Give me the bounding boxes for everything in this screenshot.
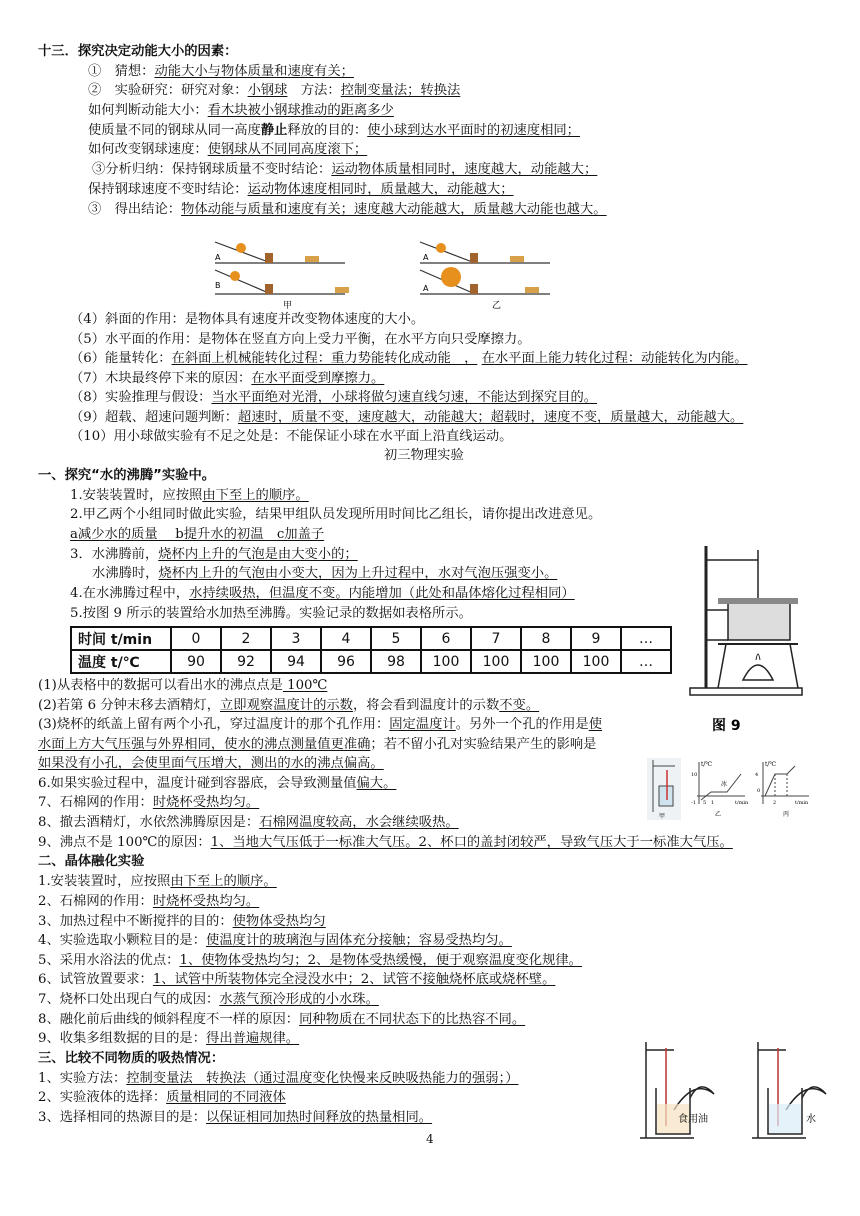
- s1-sub3: (3)烧杯的纸盖上留有两个小孔，穿过温度计的那个孔作用：固定温度计。另外一个孔的作用是使: [38, 717, 603, 732]
- section-13-title: 十三．探究决定动能大小的因素：: [38, 44, 238, 59]
- s13-p9: （9）超载、超速问题判断：超速时，质量不变，速度越大，动能越大；超载时，速度不变，质量越大，动能越大。: [70, 410, 744, 425]
- s13-line-4: 使质量不同的钢球从同一高度静止释放的目的：使小球到达水平面时的初速度相同；: [88, 123, 580, 138]
- s1-q3b: 水沸腾时，烧杯内上升的气泡由小变大，因为上升过程中，水对气泡压强变小。: [92, 566, 558, 581]
- s3-q2: 2、实验液体的选择：质量相同的不同液体: [38, 1090, 286, 1105]
- s13-p7: （7）木块最终停下来的原因：在水平面受到摩擦力。: [70, 371, 385, 386]
- fig-oil-label: 食用油: [678, 1114, 708, 1125]
- s13-p8: （8）实验推理与假设：当水平面绝对光滑，小球将做匀速直线匀速，不能达到探究目的。: [70, 390, 598, 405]
- s1-sub1: (1)从表格中的数据可以看出水的沸点点是 100℃: [38, 678, 328, 693]
- table-cell: …: [621, 627, 671, 650]
- section-3-title: 三、比较不同物质的吸热情况：: [38, 1051, 225, 1066]
- s1-q1: 1.安装装置时，应按照由下至上的顺序。: [70, 488, 309, 503]
- s1-q3: 3．水沸腾前，烧杯内上升的气泡是由大变小的；: [70, 547, 358, 562]
- table-row: [71, 650, 671, 673]
- table-cell: 100: [521, 650, 571, 673]
- fig-label-a-3: A: [423, 284, 429, 293]
- s2-q3: 3、加热过程中不断搅拌的目的：使物体受热均匀: [38, 914, 326, 929]
- table-cell: 100: [571, 650, 621, 673]
- s13-p5: （5）水平面的作用：是物体在竖直方向上受力平衡，在水平方向只受摩擦力。: [70, 332, 531, 347]
- small-fig-n2: 2: [773, 800, 777, 806]
- small-fig-n4: 4: [755, 772, 759, 778]
- table-cell: 0: [171, 627, 221, 650]
- s13-p4: （4）斜面的作用：是物体具有速度并改变物体速度的大小。: [70, 312, 425, 327]
- fig-label-jia: 甲: [283, 301, 293, 310]
- table-header-temp: 温度 t/℃: [71, 650, 171, 673]
- table-cell: 96: [321, 650, 371, 673]
- table-cell: 98: [371, 650, 421, 673]
- kinetic-energy-figure: [205, 236, 565, 310]
- table-cell: 100: [471, 650, 521, 673]
- fig-label-a-2: A: [423, 253, 429, 262]
- s1-q9: 9、沸点不是 100℃的原因：1、当地大气压低于一标准大气压。2、杯口的盖封闭较严，导致气压大于一标准大气压。: [38, 835, 733, 850]
- fig9-label: 图 9: [712, 718, 741, 734]
- s1-q6: 6.如果实验过程中，温度计碰到容器底，会导致测量值偏大。: [38, 776, 397, 791]
- s13-line-2: ② 实验研究：研究对象：小钢球 方法：控制变量法；转换法: [88, 83, 461, 98]
- s13-line-7: 保持钢球速度不变时结论：运动物体速度相同时，质量越大，动能越大；: [88, 182, 514, 197]
- s13-p6: （6）能量转化：在斜面上机械能转化过程：重力势能转化成动能 ， 在水平面上能力转化过程：动能转化为内能。: [70, 351, 748, 366]
- table-cell: 6: [421, 627, 471, 650]
- s2-q1: 1.安装装置时，应按照由下至上的顺序。: [38, 874, 277, 889]
- melting-graphs-figure: [645, 756, 815, 822]
- fig-water-label: 水: [806, 1114, 816, 1125]
- s2-q7: 7、烧杯口处出现白气的成因：水蒸气预冷形成的小水珠。: [38, 992, 379, 1007]
- s1-q7: 7、石棉网的作用：时烧杯受热均匀。: [38, 795, 260, 810]
- fig-label-yi: 乙: [492, 301, 502, 310]
- s1-sub3b: 水面上方大气压强与外界相同，使水的沸点测量值更准确；若不留小孔对实验结果产生的影响是: [38, 737, 597, 752]
- s2-q4: 4、实验选取小颗粒目的是：使温度计的玻璃泡与固体充分接触；容易受热均匀。: [38, 933, 512, 948]
- table-cell: 4: [321, 627, 371, 650]
- table-cell: 92: [221, 650, 271, 673]
- s13-line-6: ③分析归纳：保持钢球质量不变时结论：运动物体质量相同时，速度越大，动能越大；: [92, 162, 598, 177]
- s13-line-8: ③ 得出结论：物体动能与质量和速度有关；速度越大动能越大，质量越大动能也越大。: [88, 202, 607, 217]
- s13-line-5: 如何改变钢球速度：使钢球从不同同高度滚下；: [88, 142, 368, 157]
- table-cell: …: [621, 650, 671, 673]
- small-fig-n1: 1: [711, 800, 715, 806]
- s2-q9: 9、收集多组数据的目的是：得出普遍规律。: [38, 1031, 300, 1046]
- table-cell: 90: [171, 650, 221, 673]
- s2-q2: 2、石棉网的作用：时烧杯受热均匀。: [38, 894, 260, 909]
- fig-label-a: A: [215, 253, 221, 262]
- mid-title: 初三物理实验: [384, 448, 464, 463]
- table-cell: 100: [421, 650, 471, 673]
- boiling-apparatus-figure: [688, 540, 808, 740]
- table-cell: 94: [271, 650, 321, 673]
- small-fig-n-1: -1: [691, 800, 696, 806]
- boiling-data-table: [70, 626, 672, 674]
- small-fig-t1: t/℃: [701, 761, 713, 768]
- s1-q4: 4.在水沸腾过程中，水持续吸热，但温度不变。内能增加（此处和晶体熔化过程相同）: [70, 586, 575, 601]
- page-number: 4: [426, 1132, 434, 1146]
- s13-p10: （10）用小球做实验有不足之处是：不能保证小球在水平面上沿直线运动。: [70, 429, 513, 444]
- s2-q6: 6、试管放置要求：1、试管中所装物体完全浸没水中；2、试管不接触烧杯底或烧杯壁。: [38, 972, 556, 987]
- table-cell: 7: [471, 627, 521, 650]
- small-fig-n5: 5: [703, 800, 707, 806]
- s1-q2: 2.甲乙两个小组同时做此实验，结果甲组队员发现所用时间比乙组长，请你提出改进意见。: [70, 507, 602, 522]
- small-fig-jia: 甲: [659, 813, 666, 820]
- small-fig-n0: 0: [757, 788, 761, 794]
- s1-sub3c: 如果没有小孔，会使里面气压增大，测出的水的沸点偏高。: [38, 756, 384, 771]
- heat-absorption-figure: [634, 1038, 834, 1143]
- small-fig-min2: t/min: [795, 800, 809, 806]
- small-fig-yi: 乙: [715, 811, 722, 818]
- table-cell: 8: [521, 627, 571, 650]
- table-cell: 3: [271, 627, 321, 650]
- table-cell: 2: [221, 627, 271, 650]
- table-row: [71, 627, 671, 650]
- small-fig-n10: 10: [691, 772, 698, 778]
- table-cell: 9: [571, 627, 621, 650]
- section-2-title: 二、晶体融化实验: [38, 854, 145, 869]
- s1-q8: 8、撤去酒精灯，水依然沸腾原因是：石棉网温度较高，水会继续吸热。: [38, 815, 459, 830]
- s2-q5: 5、采用水浴法的优点：1、使物体受热均匀；2、是物体受热缓慢，便于观察温度变化规律。: [38, 953, 582, 968]
- s13-line-1: ① 猜想：动能大小与物体质量和速度有关；: [88, 64, 354, 79]
- small-fig-t2: t/℃: [765, 761, 777, 768]
- s2-q8: 8、融化前后曲线的倾斜程度不一样的原因：同种物质在不同状态下的比热容不同。: [38, 1012, 526, 1027]
- s1-q5: 5.按图 9 所示的装置给水加热至沸腾。实验记录的数据如表格所示。: [70, 606, 472, 621]
- fig-label-b: B: [215, 281, 221, 290]
- s13-line-3: 如何判断动能大小：看木块被小钢球推动的距离多少: [88, 103, 394, 118]
- s1-sub2: (2)若第 6 分钟末移去酒精灯，立即观察温度计的示数，将会看到温度计的示数不变。: [38, 698, 540, 713]
- s1-q2-answer: a减少水的质量 b提升水的初温 c加盖子: [70, 527, 325, 542]
- small-fig-min1: t/min: [735, 800, 749, 806]
- section-1-title: 一、探究“水的沸腾”实验中。: [38, 468, 216, 483]
- small-fig-ice: 冰: [721, 781, 728, 788]
- table-header-time: 时间 t/min: [71, 627, 171, 650]
- s3-q3: 3、选择相同的热源目的是：以保证相同加热时间释放的热量相同。: [38, 1110, 433, 1125]
- s3-q1: 1、实验方法：控制变量法 转换法（通过温度变化快慢来反映吸热能力的强弱；）: [38, 1071, 519, 1086]
- small-fig-bing: 丙: [783, 811, 790, 818]
- table-cell: 5: [371, 627, 421, 650]
